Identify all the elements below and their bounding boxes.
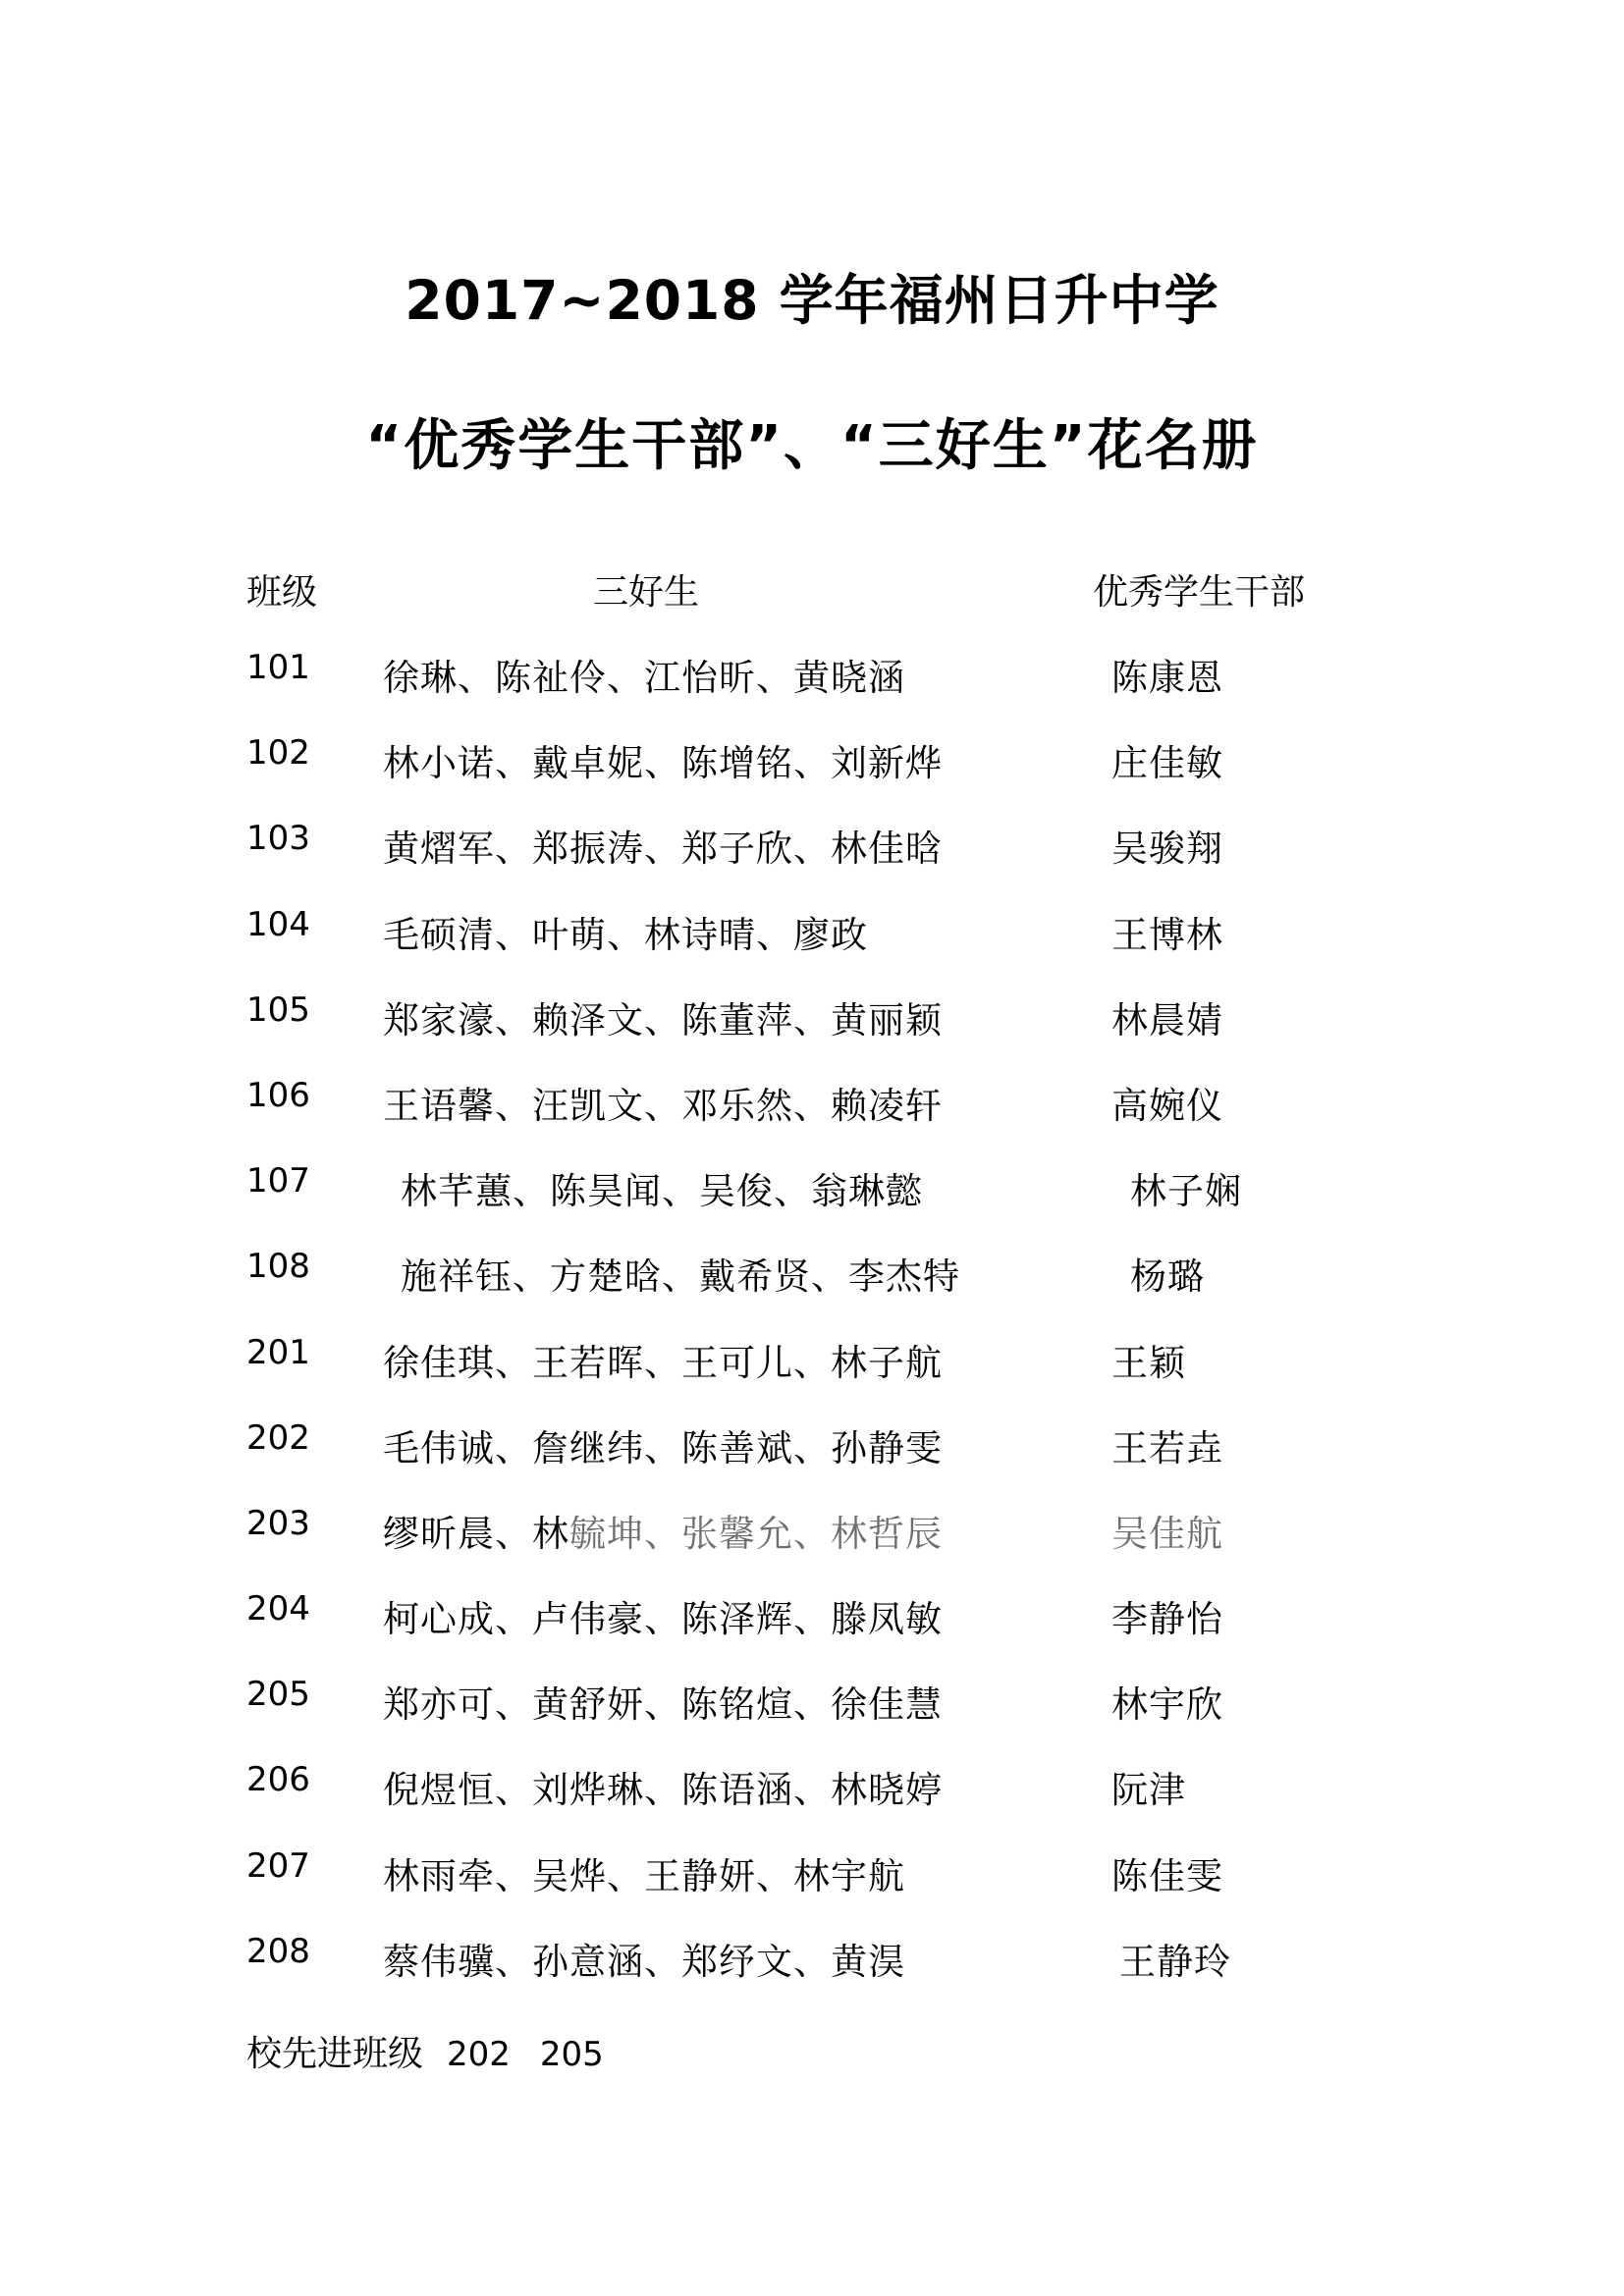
cadre-name: 吴佳航 [1111,1512,1223,1555]
table-row [0,1589,1624,1675]
class-number: 205 [246,1675,310,1715]
sanhao-students-part2: 毓坤、张馨允、林哲辰 [569,1512,943,1555]
document-subtitle: “优秀学生干部”、“三好生”花名册 [365,414,1259,478]
cadre-name: 王博林 [1111,913,1223,956]
advanced-classes-list [447,2035,633,2074]
table-row [0,1846,1624,1932]
sanhao-students: 徐琳、陈祉伶、江怡昕、黄晓涵 [383,657,905,699]
class-number: 204 [246,1589,310,1629]
header-class: 班级 [246,572,318,613]
class-number: 208 [246,1931,310,1971]
sanhao-students: 柯心成、卢伟豪、陈泽辉、滕凤敏 [383,1598,943,1641]
table-row [0,648,1624,733]
class-number: 206 [246,1760,310,1800]
cadre-name: 杨璐 [1130,1255,1205,1299]
header-cadre: 优秀学生干部 [1093,572,1306,613]
table-row [0,990,1624,1076]
table-row [0,905,1624,990]
class-number: 106 [246,1075,310,1115]
sanhao-students: 倪煜恒、刘烨琳、陈语涵、林晓婷 [383,1769,943,1812]
sanhao-students: 蔡伟骥、孙意涵、郑纾文、黄淏 [383,1940,905,1983]
class-number: 203 [246,1503,310,1543]
advanced-class-number: 205 [539,2035,604,2074]
document-title: 2017~2018 学年福州日升中学 [405,269,1219,332]
table-row [0,1932,1624,2017]
sanhao-students: 林芊蕙、陈昊闻、吴俊、翁琳懿 [401,1170,923,1213]
sanhao-students [383,1504,943,1557]
cadre-name: 陈佳雯 [1111,1854,1223,1897]
advanced-class-number: 202 [447,2035,511,2074]
sanhao-students: 林雨牵、吴烨、王静妍、林宇航 [383,1854,905,1897]
cadre-name: 阮津 [1111,1769,1186,1812]
sanhao-students: 毛伟诚、詹继纬、陈善斌、孙静雯 [383,1426,943,1469]
table-row [0,1504,1624,1589]
table-row [0,1333,1624,1418]
class-number: 107 [246,1161,310,1201]
sanhao-students: 徐佳琪、王若晖、王可儿、林子航 [383,1341,943,1384]
sanhao-students: 郑家濠、赖泽文、陈董萍、黄丽颖 [383,998,943,1041]
advanced-classes-line [246,2026,633,2076]
class-number: 201 [246,1332,310,1372]
advanced-classes-label: 校先进班级 [246,2034,424,2074]
cadre-name: 吴骏翔 [1111,828,1223,871]
table-row [0,1760,1624,1845]
cadre-name: 高婉仪 [1111,1084,1223,1127]
class-number: 202 [246,1417,310,1458]
cadre-name: 林子娴 [1130,1170,1242,1213]
table-row [0,1418,1624,1504]
class-number: 102 [246,733,310,774]
sanhao-students-part1: 缪昕晨、林 [383,1512,569,1555]
header-sanhao: 三好生 [593,572,700,613]
cadre-name: 王静玲 [1119,1940,1231,1983]
sanhao-students: 毛硕清、叶萌、林诗晴、廖政 [383,913,868,956]
table-row [0,1161,1624,1247]
table-row [0,1247,1624,1332]
table-row [0,1076,1624,1161]
roster-table [0,648,1624,2017]
class-number: 104 [246,904,310,944]
class-number: 207 [246,1845,310,1886]
class-number: 105 [246,989,310,1030]
cadre-name: 林晨婧 [1111,998,1223,1041]
sanhao-students: 黄熠军、郑振涛、郑子欣、林佳晗 [383,828,943,871]
class-number: 103 [246,819,310,859]
class-number: 108 [246,1247,310,1287]
table-row [0,733,1624,819]
sanhao-students: 林小诺、戴卓妮、陈增铭、刘新烨 [383,742,943,785]
cadre-name: 林宇欣 [1111,1683,1223,1727]
sanhao-students: 施祥钰、方楚晗、戴希贤、李杰特 [401,1255,960,1299]
sanhao-students: 郑亦可、黄舒妍、陈铭煊、徐佳慧 [383,1683,943,1727]
class-number: 101 [246,648,310,687]
cadre-name: 王颖 [1111,1341,1186,1384]
sanhao-students: 王语馨、汪凯文、邓乐然、赖凌轩 [383,1084,943,1127]
cadre-name: 李静怡 [1111,1598,1223,1641]
cadre-name: 庄佳敏 [1111,742,1223,785]
cadre-name: 王若垚 [1111,1426,1223,1469]
table-row [0,819,1624,904]
table-row [0,1675,1624,1760]
cadre-name: 陈康恩 [1111,657,1223,699]
